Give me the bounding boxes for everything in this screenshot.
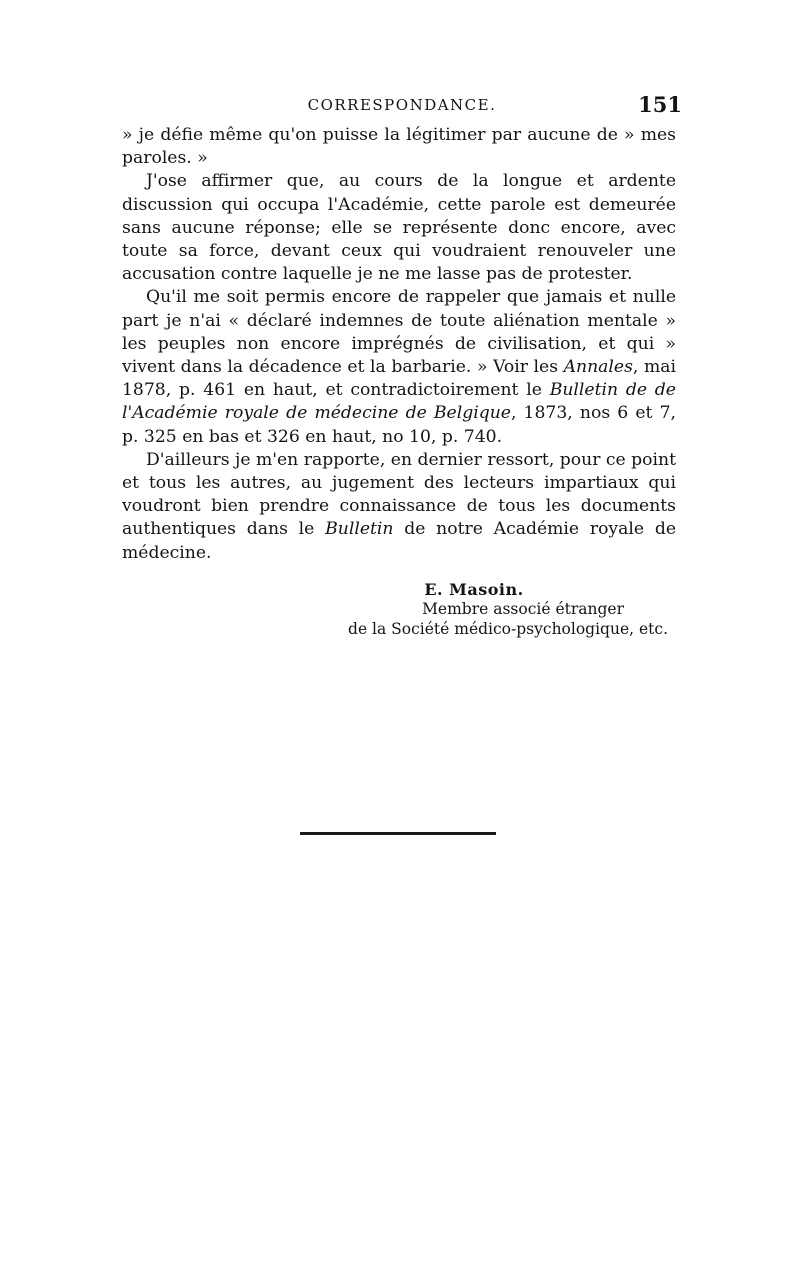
text-run: D'ailleurs je m'en rapporte, en dernier ressort, pour ce point et tous les autres, au jugement des lecteurs impartiaux qui voudront bien prendre connaissance de tous les documents authentiques dans le [122, 449, 676, 540]
running-title: CORRESPONDANCE. [307, 96, 497, 114]
signature-name: E. Masoin. [424, 580, 524, 599]
signature-block [122, 580, 676, 639]
paragraph [122, 170, 676, 286]
paragraph [122, 286, 676, 448]
signature-title-line: de la Société médico-psychologique, etc. [348, 620, 668, 638]
text-run: , 1873, nos 6 et 7, p. 325 en bas et 326 en haut, no 10, p. 740. [122, 403, 676, 447]
paragraph [122, 124, 676, 170]
signature-title-line: Membre associé étranger [422, 600, 624, 618]
text-run: Qu'il me soit permis encore de rappeler que jamais et nulle part je n'ai « déclaré indemnes de toute aliénation mentale » les peuples non encore imprégnés de civilisation, et qui » vivent dans la décadence et la barbarie. » Voir les [122, 287, 676, 378]
italic-text: Annales [563, 357, 633, 378]
paragraph [122, 449, 676, 565]
text-run: , mai 1878, p. 461 en haut, et contradictoirement le [122, 357, 676, 401]
text-run: de notre Académie royale de médecine. [122, 519, 676, 563]
body-text [122, 124, 676, 565]
page-number: 151 [638, 92, 682, 117]
text-run: J'ose affirmer que, au cours de la longue et ardente discussion qui occupa l'Académie, cette parole est demeurée sans aucune réponse; elle se représente donc encore, avec toute sa force, devant ceux qui voudraient renouveler une accusation contre laquelle je ne me lasse pas de protester. [122, 171, 676, 285]
text-run: » je défie même qu'on puisse la légitimer par aucune de » mes paroles. » [122, 125, 676, 169]
closing-rule [300, 832, 496, 835]
italic-text: Bulletin de de l'Académie royale de médecine de Belgique [122, 380, 676, 424]
italic-text: Bulletin [325, 519, 394, 540]
running-head [122, 92, 682, 118]
